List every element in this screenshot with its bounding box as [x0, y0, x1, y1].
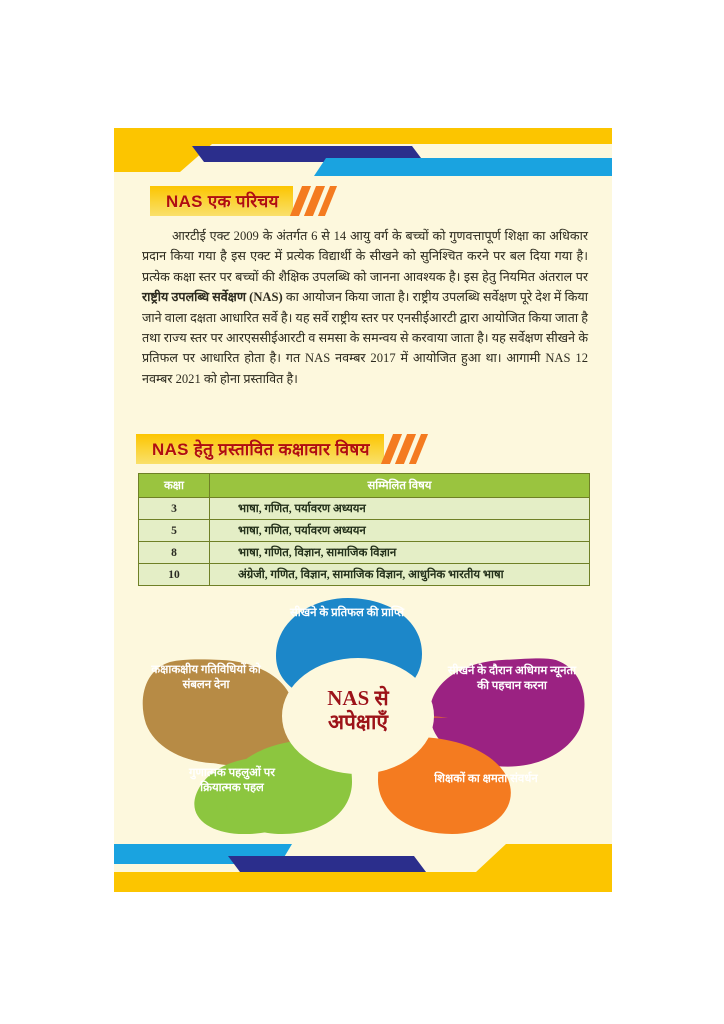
table-row [139, 520, 590, 542]
cyan-stripe-top [314, 158, 612, 176]
center-title-line1: NAS से [327, 686, 389, 710]
cell-class: 10 [139, 564, 210, 586]
section-heading-intro [150, 186, 335, 216]
cell-subjects: भाषा, गणित, पर्यावरण अध्ययन [210, 520, 590, 542]
table-header-class: कक्षा [139, 474, 210, 498]
table-row [139, 498, 590, 520]
cell-subjects: अंग्रेजी, गणित, विज्ञान, सामाजिक विज्ञान, आधुनिक भारतीय भाषा [210, 564, 590, 586]
section-heading-subjects [136, 434, 426, 464]
bottom-decoration-banner [114, 836, 612, 892]
table-row [139, 564, 590, 586]
table-header-subjects: सम्मिलित विषय [210, 474, 590, 498]
cell-subjects: भाषा, गणित, विज्ञान, सामाजिक विज्ञान [210, 542, 590, 564]
section-heading-subjects-text: NAS हेतु प्रस्तावित कक्षावार विषय [152, 439, 370, 459]
table-header-row [139, 474, 590, 498]
expectations-diagram [136, 590, 592, 834]
slash-ornament-icon [293, 186, 335, 216]
cell-class: 5 [139, 520, 210, 542]
petal-label-bottom-right: शिक्षकों का क्षमता संवर्धन [434, 773, 538, 785]
petal-label-bottom-left: गुणात्मक पहलुओं पर क्रियात्मक पहल [189, 767, 275, 794]
poster-page [114, 128, 612, 892]
cell-subjects: भाषा, गणित, पर्यावरण अध्ययन [210, 498, 590, 520]
table-row [139, 542, 590, 564]
navy-stripe-bottom [228, 856, 426, 872]
petal-label-left: कक्षाकक्षीय गतिविधियों को संबलन देना [151, 664, 261, 691]
intro-paragraph: आरटीई एक्ट 2009 के अंतर्गत 6 से 14 आयु वर्ग के बच्चों को गुणवत्तापूर्ण शिक्षा का अधिकार प्रदान किया गया है इस एक्ट में प्रत्येक विद्यार्थी के सीखने को सुनिश्चित करने पर बल दिया गया है। प्रत्येक कक्षा स्तर पर बच्चों की शैक्षिक उपलब्धि को जानना आवश्यक है। इस हेतु नियमित अंतराल पर राष्ट्रीय उपलब्धि सर्वेक्षण (NAS) का आयोजन किया जाता है। राष्ट्रीय उपलब्धि सर्वेक्षण पूरे देश में किया जाने वाला दक्षता आधारित सर्वे है। यह सर्वे राष्ट्रीय स्तर पर एनसीईआरटी द्वारा आयोजित किया जाता है तथा राज्य स्तर पर आरएससीईआरटी व समसा के समन्वय से करवाया जाता है। यह सर्वेक्षण सीखने के प्रतिफल पर आधारित होता है। गत NAS नवम्बर 2017 में आयोजित हुआ था। आगामी NAS 12 नवम्बर 2021 को होना प्रस्तावित है। [142, 229, 588, 386]
subjects-table [138, 473, 590, 586]
petal-label-right: सीखने के दौरान अधिगम न्यूनता की पहचान करना [447, 665, 577, 692]
top-decoration-banner [114, 128, 612, 180]
cell-class: 8 [139, 542, 210, 564]
diagram-center-title [284, 686, 432, 735]
petal-label-top: सीखने के प्रतिफल की प्राप्ति [289, 607, 405, 619]
cell-class: 3 [139, 498, 210, 520]
subjects-table-body [139, 498, 590, 586]
heading-badge-box [150, 186, 293, 216]
center-title-line2: अपेक्षाएँ [327, 710, 389, 735]
section-heading-intro-text: NAS एक परिचय [166, 191, 279, 211]
slash-ornament-icon-2 [384, 434, 426, 464]
heading-badge-box-2 [136, 434, 384, 464]
